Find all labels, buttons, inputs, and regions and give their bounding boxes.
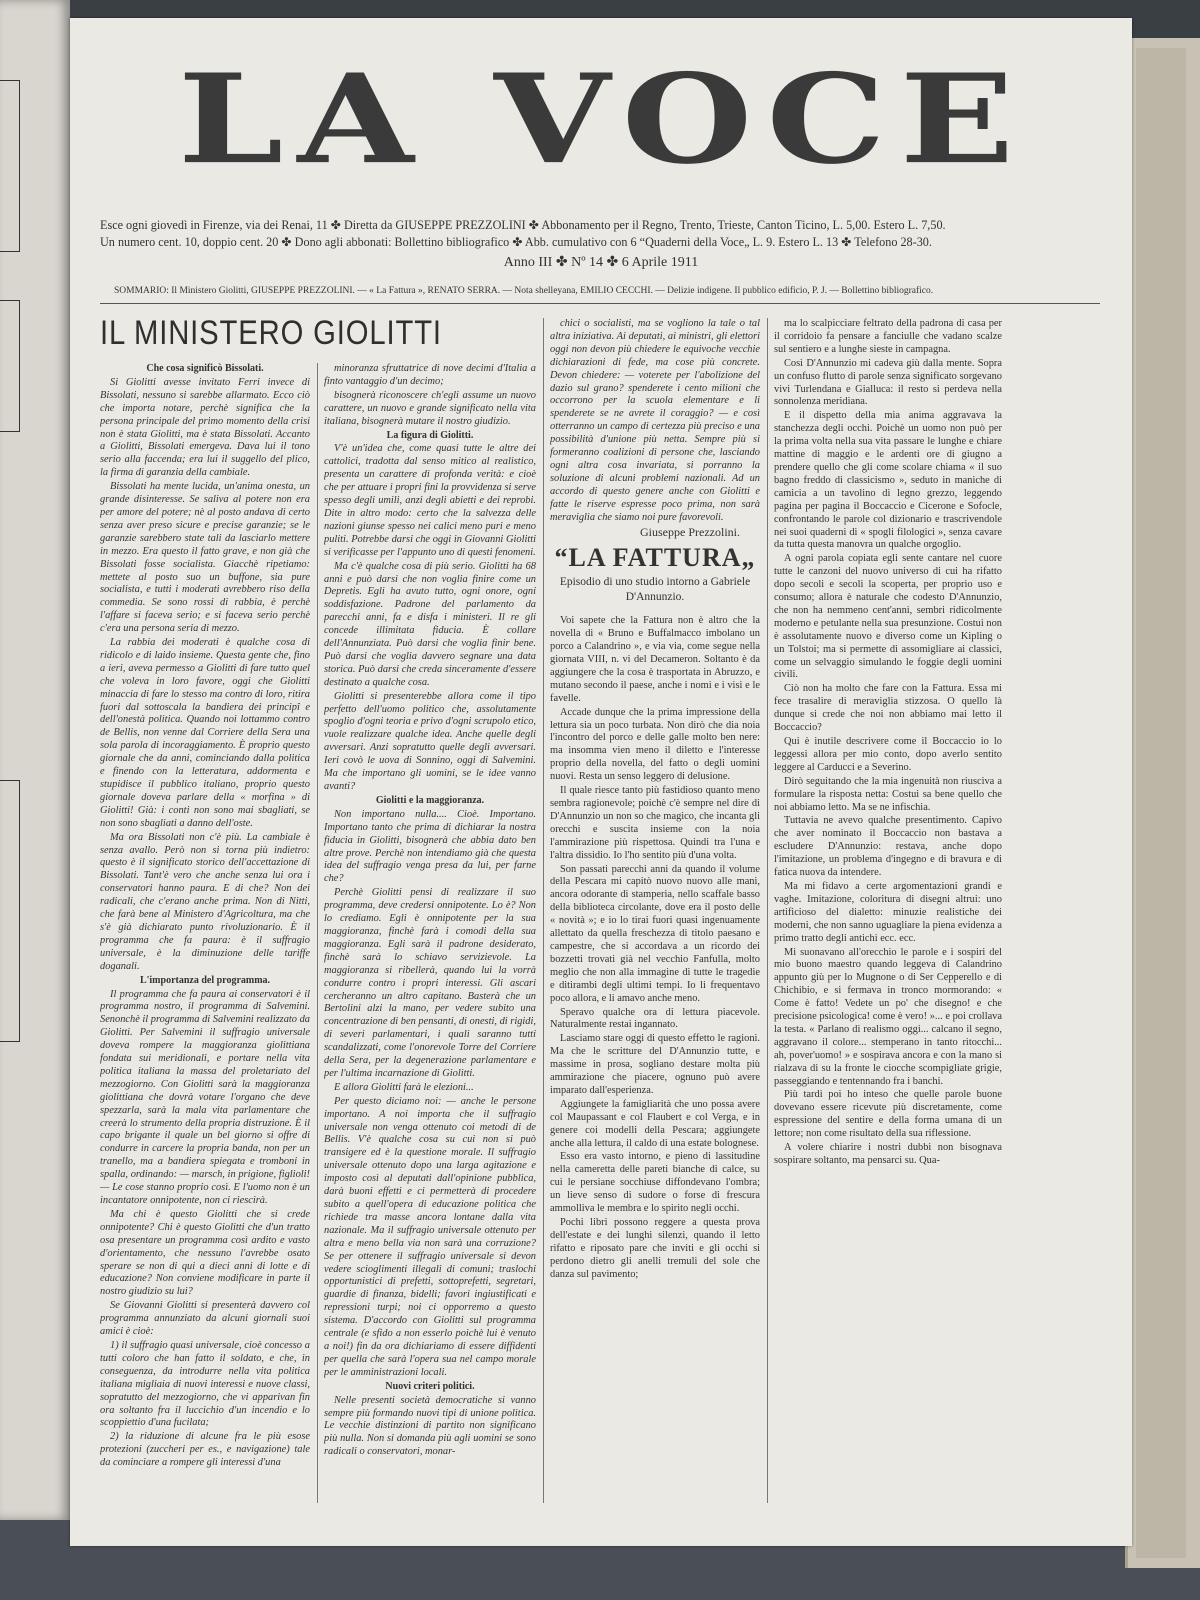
paragraph: Mi suonavano all'orecchio le parole e i sospiri del mio buono maestro quando leggeva di Calandrino appunto giù per lo Mugnone o di Ser Cepperello e di Chichibio, e si fermava in tronco mormorando: « Come è fatto! Vedete un po' che disegno! e che precisione psicologica! come è vero! »... e poi crollava la testa. « Parlano di realismo oggi... calcano il segno, aggravano il colore... stemperano in tanto ritocchi... ah, pover'uomo! » e sospirava ancora e con la mano si rialzava di su la fronte le ciocche scompigliate grigie, passeggiando e tentennando fra i banchi.: [774, 946, 1002, 1087]
paragraph: Per questo diciamo noi: — anche le persone importano. A noi importa che il suffragio universale non venga ottenuto coi metodi di de Bellis. V'è qualche cosa su cui non si può transigere ed è la questione morale. Il suffragio universale ottenuto dopo una larga agitazione e imposto così al deputati dall'opinione pubblica, darà buoni effetti e ci permetterà di procedere subito a quell'opera di educazione politica che richiede tra masse ancora lontane dalla vita nazionale. Ma il suffragio universale ottenuto per altra e meno bella via non sarà una corruzione? Se per ottenere il suffragio universale si devon vedere scioglimenti illegali di comuni; traslochi opportunistici di prefetti, sottoprefetti, segretari, guardie di finanza, bidelli; favori ingiustificati e repressioni turpi; noi ci opporremo a questo sistema. D'accordo con Giolitti sul programma centrale (e sfido a non esserlo poichè lui è venuto a noi!) fin da ora dichiariamo di essere diffidenti per quella che sarà l'opera sua nel campo morale per le amministrazioni locali.: [324, 1095, 536, 1378]
subheading: Nuovi criteri politici.: [385, 1380, 475, 1392]
paragraph: Tuttavia ne avevo qualche presentimento. Capivo che aver nominato il Boccaccio non bastava a escludere D'Annunzio: restava, anche dopo l'imitazione, un problema d'ingegno e di bravura e di fatica nuova da intendere.: [774, 815, 1002, 879]
article-title-ministero: IL MINISTERO GIOLITTI: [100, 314, 442, 352]
paragraph: Nelle presenti società democratiche si vanno sempre più formando nuovi tipi di unione politica. Le vecchie distinzioni di partito non significano più nulla. Non si domanda più agli uomini se sono radicali o conservatori, monar-: [324, 1394, 536, 1458]
binding-board: [1125, 38, 1200, 1568]
column-rule: [767, 318, 768, 1503]
paragraph: A volere chiarire i nostri dubbi non bisognava sospirare soltanto, ma pensarci su. Qua-: [774, 1142, 1002, 1166]
paragraph: bisognerà riconoscere ch'egli assume un nuovo carattere, un nuovo e grande significato nella vita italiana, bisognerà mutare il nostro giudizio.: [324, 389, 536, 427]
paragraph: Pochi libri possono reggere a questa prova dell'estate e dei lunghi silenzi, quando il letto rifatto e riposato pare che inviti e gli occhi si perdono dietro gli anelli tremuli del sole che danza sul pavimento;: [550, 1217, 760, 1280]
paragraph: Perchè Giolitti pensi di realizzare il suo programma, deve credersi onnipotente. Lo è? Non lo crediamo. Egli è onnipotente per la sua maggioranza, finchè farà i comodi della sua maggioranza. Egli sarà il padrone desiderato, finchè sarà lo schiavo servizievole. La maggioranza si ribellerà, quando lui la vorrà condurre contro i propri interessi. Gli ascari cercheranno un altro capitano. Basterà che un Bertolini alzi la mano, per vedere subito una concentrazione di ben pensanti, di onesti, di rigidi, di severi parlamentari, i quali saranno tutti scandalizzati, come l'onorevole Torre del Corriere della Sera, per la degenerazione parlamentare e per l'ultima incarnazione di Giolitti.: [324, 887, 536, 1079]
paragraph: Non importano nulla.... Cioè. Importano. Importano tanto che prima di dichiarar la nostra fiducia in Giolitti, bisognerà che abbia dato ben altre prove. Perchè non intendiamo già che questa idea del suffragio venga presa da lui, per farne che?: [324, 808, 536, 885]
paragraph: Son passati parecchi anni da quando il volume della Pescara mi capitò nuovo nuovo alle mani, ancora odorante di stamperia, nello scaffale basso della biblioteca circolante, dove era il posto delle « novità »; e io lo tirai fuori quasi ingenuamente allettato da quella freschezza di titolo paesano e campestre, che si accordava a un ricordo dei bozzetti trovati già nel vecchio Fanfulla, molto meglio che non alla immagine di tutte le tragedie e ditirambi degli ultimi tempi. Io li frequentavo poco allora, e li amavo anche meno.: [550, 863, 760, 1004]
paragraph: Ciò non ha molto che fare con la Fattura. Essa mi fece trasalire di meraviglia stizzosa. O quello là dunque si crede che noi non abbiamo mai letto il Boccaccio?: [774, 683, 1002, 734]
paragraph: La rabbia dei moderati è qualche cosa di ridicolo e di laido insieme. Questa gente che, fino a ieri, aveva permesso a Giolitti di fare tutto quel che voleva in loro favore, oggi che Giolitti minaccia di fare lo stesso ma contro di loro, ritira fuori dal sottoscala la bandiera dei principî e dell'onestà politica. Quando noi lottammo contro de Bellis, non venne dal Corriere della Sera una sola parola di incoraggiamento. È proprio questo giornale che da anni, cominciando dalla politica e finendo con la letteratura, addormenta e stupidisce il pubblico italiano, proprio questo giornale doveva parlare della « morfina » di Giolitti! Già: i conti non sono mai sbagliati, se non sono sbagliati a danno dell'oste.: [100, 637, 310, 829]
paragraph: Esso era vasto intorno, e pieno di lassitudine nella cameretta delle pareti bianche di calce, su cui le persiane socchiuse diffondevano l'ombra; un lieve senso di sudore o forse di frescura ammolliva le membra e lo spirito negli occhi.: [550, 1151, 760, 1215]
paragraph: Il programma che fa paura ai conservatori è il programma nostro, il programma di Salvemini. Senonchè il programma di Salvemini realizzato da Giolitti. Per Salvemini il suffragio universale doveva rompere la maggioranza giolittiana fondata sui meridionali, e portare nella vita politica italiana la massa del proletariato del mezzogiorno. Con Giolitti sarà la maggioranza giolittiana che dovrà votare l'organo che deve spezzarla, sarà la mala vita parlamentare che creerà lo strumento della propria distruzione. È il capo brigante il quale un bel giorno si offre di condurre in carcere la propria banda, non per un tranello, ma a bandiera spiegata e tromboni in spalla, ordinando: — marsch, in prigione, figlioli! — Le cose stanno proprio così. E l'uomo non è un incantatore onnipotente, non ci riescirà.: [100, 988, 310, 1206]
paragraph: Ma chi è questo Giolitti che si crede onnipotente? Chi è questo Giolitti che d'un tratto osa presentare un programma così ardito e vasto d'orientamento, che nessuno l'avrebbe osato sperare se non di qui a dieci anni di lotte e di educazione? Non conviene modificare in parte il nostro giudizio su lui?: [100, 1208, 310, 1298]
column-4: [774, 318, 1002, 1508]
left-page-box: [0, 780, 20, 1042]
paragraph: Giolitti si presenterebbe allora come il tipo perfetto dell'uomo politico che, assolutamente spoglio d'ogni teoria e privo d'ogni scrupolo etico, vuole realizzare qualche idea. Anche quelle degli avversari. Anzi sopratutto quelle degli avversari. Ieri covò le uova di Sonnino, oggi di Salvemini. Ma che importano gli uomini, se le idee vanno avanti?: [324, 690, 536, 792]
header-line-1: Esce ogni giovedì in Firenze, via dei Renai, 11 ✤ Diretta da GIUSEPPE PREZZOLINI ✤ Abbonamento per il Regno, Trento, Trieste, Canton Ticino, L. 5,00. Estero L. 7,50.: [100, 218, 946, 232]
left-page-box: [0, 300, 20, 432]
column-rule: [543, 318, 544, 1503]
subheading: Giolitti e la maggioranza.: [375, 794, 485, 806]
paragraph: Voi sapete che la Fattura non è altro che la novella di « Bruno e Buffalmacco imbolano un porco a Calandrino », e via via, come segue nella giornata VIII, n. vi del Decameron. Soltanto è da aggiungere che la cosa è trasportata in Abruzzo, e mutano secondo il paese, anche i nomi e i visi e le favelle.: [550, 615, 760, 704]
paragraph: Qui è inutile descrivere come il Boccaccio io lo leggessi allora per mio conto, dopo averlo sentito leggere al Carducci e a Severino.: [774, 736, 1002, 773]
paragraph: E il dispetto della mia anima aggravava la stanchezza degli occhi. Poichè un uomo non può per la prima volta nella sua vita passare le lunghe e chiare mattine di maggio e le ardenti ore di giugno a prendere quello che gli come scolare chiama « il suo bagno freddo di classicismo », seduto in maniche di camicia a un tavolino di legno grezzo, leggendo pagina per pagina il Boccaccio e Cicerone e Sofocle, confrontando le parole col dizionario e trascrivendole nei suoi quaderni di « spogli filologici », senza cavare da tutta questa manovra un qualche orgoglio.: [774, 410, 1002, 551]
paragraph: minoranza sfruttatrice di nove decimi d'Italia a finto vantaggio d'un decimo;: [324, 363, 536, 387]
left-facing-page: [0, 0, 70, 1520]
paragraph: Accade dunque che la prima impressione della lettura sia un poco turbata. Non dirò che dia noia l'incontro del porco e delle galle molto ben nere: ma insomma vien meno il diletto e l'interesse proprio della novella, del fatto o degli uomini nuovi. Resta un senso leggero di delusione.: [550, 706, 760, 783]
paragraph: 1) il suffragio quasi universale, cioè concesso a tutti coloro che han fatto il soldato, e che, in conseguenza, da introdurre nella vita politica italiana migliaia di nuovi interessi e nuove classi, sopratutto del mezzogiorno, che vi apparivan fin ora soltanto fra il luccichio d'un incendio e lo scoppiettio d'una fucilata;: [100, 1339, 310, 1429]
paragraph: A ogni parola copiata egli sente cantare nel cuore tutte le canzoni del nuovo universo di cui ha rifatto dopo secoli e secoli la scoperta, per proprio uso e consumo; allora è naturale che codesto D'Annunzio, che non ha nemmeno cent'anni, sembri ridicolmente moderno e petulante nella sua presunzione. Costui non è assolutamente nuovo e diverso come un Kipling o un Tolstoi; ma si permette di assomigliare ai classici, come un selvaggio simulando le foggie degli uomini civili.: [774, 553, 1002, 681]
paragraph: E allora Giolitti farà le elezioni...: [334, 1081, 474, 1093]
article-title-fattura: “LA FATTURA„: [554, 543, 756, 573]
masthead-title: LA VOCE: [177, 47, 1029, 192]
paragraph: 2) la riduzione di alcune fra le più esose protezioni (zuccheri per es., e navigazione) tale da cominciare a rompere gli interessi d'una: [100, 1431, 310, 1469]
newspaper-page: [70, 18, 1132, 1546]
header-rule: [100, 303, 1100, 304]
paragraph: Se Giovanni Giolitti si presenterà davvero col programma annunziato da alcuni giornali suoi amici è cioè:: [100, 1300, 310, 1338]
column-rule: [317, 363, 318, 1503]
header-line-2: Un numero cent. 10, doppio cent. 20 ✤ Dono agli abbonati: Bollettino bibliografico ✤ Abb. cumulativo con 6 “Quaderni della Voce„ L. 9. Estero L. 13 ✤ Telefono 28-30.: [100, 235, 932, 249]
paragraph: Aggiungete la famigliarità che uno possa avere col Maupassant e col Flaubert e col Verga, e in genere coi modelli della Pescara; aggiungete anche alla lettura, il caldo di una estate bolognese.: [550, 1098, 760, 1149]
issue-line: Anno III ✤ Nº 14 ✤ 6 Aprile 1911: [503, 255, 699, 270]
column-1: [100, 363, 310, 1513]
paragraph: Ma mi fidavo a certe argomentazioni grandi e vaghe. Imitazione, coloritura di disegni altrui: uno artificioso del dialetto: minuzie realistiche dei moderni, che non sanno uguagliare la piena evidenza a primo tratto degli antichi ecc. ecc.: [774, 880, 1002, 944]
column-3: [550, 318, 760, 1508]
paragraph: Speravo qualche ora di lettura piacevole. Naturalmente restai ingannato.: [550, 1006, 760, 1031]
signature: Giuseppe Prezzolini.: [640, 524, 740, 539]
column-2: [324, 363, 536, 1513]
subheading: Che cosa significò Bissolati.: [146, 363, 264, 374]
article-subtitle-fattura: Episodio di uno studio intorno a Gabriele D'Annunzio.: [559, 576, 751, 604]
sommario: SOMMARIO: Il Ministero Giolitti, GIUSEPPE PREZZOLINI. — « La Fattura », RENATO SERRA. — Nota shelleyana, EMILIO CECCHI. — Delizie indigene. Il pubblico edificio, P. J. — Bollettino bibliografico.: [114, 286, 934, 296]
left-page-box: [0, 80, 20, 252]
paragraph: Ma c'è qualche cosa di più serio. Giolitti ha 68 anni e può darsi che non voglia finire come un Depretis. Egli ha avuto tutto, ogni onore, ogni soddisfazione. Padrone del parlamento da parecchi anni, fa e disfa i ministeri. Il re gli concede illimitata fiducia. È collare dell'Annunziata. Può darsi che voglia finir bene. Può darsi che voglia davvero segnare una data storica. Può darsi che creda sinceramente d'essere destinato a qualche cosa.: [324, 560, 536, 688]
subheading: L'importanza del programma.: [139, 974, 271, 986]
paragraph: Bissolati ha mente lucida, un'anima onesta, un grande disinteresse. Se saliva al potere non era per amore del potere; nè al posto andava di certo senza aver preso sicure e precise garanzie; se le garanzie sarebbero state tali da lasciarlo mettere in mezzo. Era questo il fatto grave, e non già che Bissolati fosse socialista. Giacchè ripetiamo: mettete al posto suo un buffone, sia pure socialista, e tutti i moderati avrebbero riso della commedia. Se sono rossi di rabbia, è perchè l'affare si faceva serio; e si faceva serio perchè c'era una persona seria di mezzo.: [100, 481, 310, 635]
paragraph: Si Giolitti avesse invitato Ferri invece di Bissolati, nessuno si sarebbe allarmato. Ecco ciò che importa notare, perchè significa che la persona principale del primo momento della crisi non è stata Giolitti, ma è stata Bissolati. Accanto a Giolitti, Bissolati emergeva. Dava lui il tono serio alla faccenda; era lui il suggello del plico, la firma di garanzia della cambiale.: [100, 376, 310, 479]
paragraph: V'è un'idea che, come quasi tutte le altre dei cattolici, tradotta dal senso mitico al realistico, presenta un carattere di profonda verità: e cioè che per attuare i propri fini la provvidenza si serve spesso degli umili, anzi degli abietti e dei reprobi. Dite in altro modo: certo che la salvezza delle nazioni giunse spesso nei calici meno puri e meno puliti. Potrebbe darsi che oggi in Giovanni Giolitti si verificasse per l'appunto uno di questi fenomeni.: [324, 443, 536, 558]
paragraph: Dirò seguitando che la mia ingenuità non riusciva a formulare la risposta netta: Costui sa bene quello che noi abbiamo letto. Ma se ne infischia.: [774, 775, 1002, 813]
paragraph: ma lo scalpicciare feltrato della padrona di casa per il corridoio fa pensare a fanciulle che vadano scalze sul sentiero e a lunghe sieste in campagna.: [774, 318, 1002, 355]
paragraph: Lasciamo stare oggi di questo effetto le ragioni. Ma che le scritture del D'Annunzio tutte, e massime in prosa, sogliano destare molta più ammirazione che piacere, ognuno può avere imparato dall'esperienza.: [550, 1033, 760, 1096]
paragraph: Il quale riesce tanto più fastidioso quanto meno sembra ragionevole; poichè c'è sempre nel dire di D'Annunzio un non so che magico, che incanta gli orecchi e suscita insieme con la noia l'ammirazione più rispettosa. Quindi tra l'una e l'altra dissidio. Io l'ho sentito più d'una volta.: [550, 785, 760, 861]
paragraph: Ma ora Bissolati non c'è più. La cambiale è senza avallo. Però non si torna più indietro: questo è il significato storico dell'accettazione di Bissolati. Tant'è vero che anche senza lui ora i conservatori hanno paura. E di che? Non dei radicali, che c'erano anche prima. Non di Nitti, che farà bene al Ministero d'Agricoltura, ma che s'è già dichiarato punto rivoluzionario. È il programma che fa paura: è il suffragio universale, è la diminuzione delle tariffe doganali.: [100, 831, 310, 972]
paragraph: Così D'Annunzio mi cadeva giù dalla mente. Sopra un confuso flutto di parole senza significato sorgevano vivi Turlendana e Gialluca: il resto si perdeva nella sonnolenza meridiana.: [774, 357, 1002, 408]
paragraph: Più tardi poi ho inteso che quelle parole buone dovevano essere ricevute più discretamente, come espressione del sentire e della forma umana di un lettore; non come risultato della sua riflessione.: [774, 1089, 1002, 1140]
paragraph: chici o socialisti, ma se vogliono la tale o tal altra iniziativa. Ai deputati, ai ministri, gli elettori oggi non devon più chiedere le equivoche vecchie dichiarazioni di fede, ma cose più concrete. Devon chiedere: — voterete per l'abolizione del dazio sul grano? spenderete i cento milioni che occorrono per la scuola elementare e li spenderete se ne avrete il coraggio? — e così otterranno un campo di certezza più preciso e una possibilità d'unione più netta. Sempre più si formeranno coalizioni di persone che, lasciando ogni altra cosa invariata, si porranno la soluzione di alcuni problemi nazionali. Ad un accordo di questo genere anche con Giolitti e fatte le riserve espresse poco prima, non sarà meraviglia che siamo noi pure favorevoli.: [550, 318, 760, 523]
subheading: La figura di Giolitti.: [386, 429, 474, 441]
